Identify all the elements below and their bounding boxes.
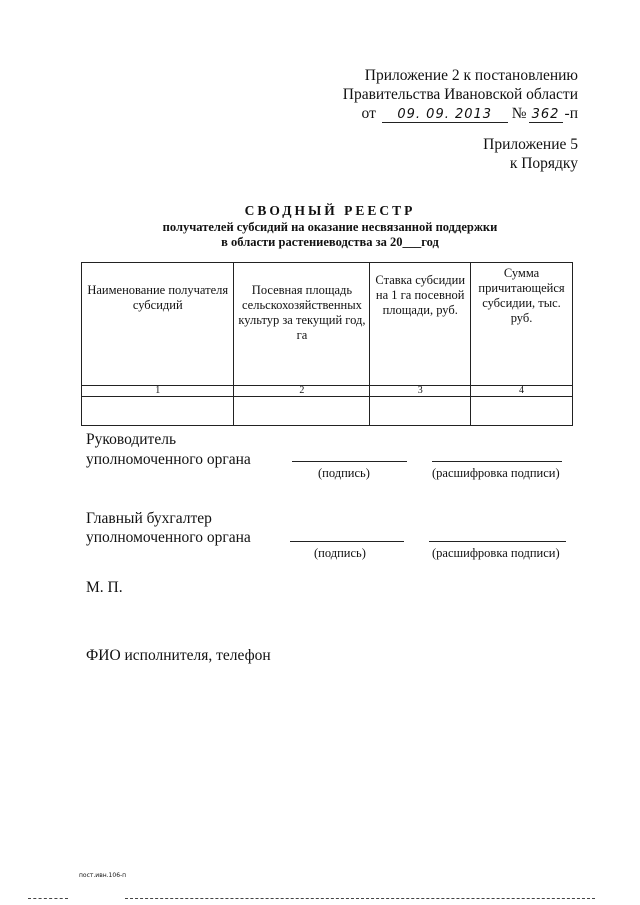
head-title-line2: уполномоченного органа: [86, 451, 251, 468]
appendix-5-reference: к Порядку: [509, 155, 578, 172]
accountant-signature-caption: (подпись): [314, 546, 366, 560]
table-cell[interactable]: [471, 397, 573, 426]
accountant-decoding-line[interactable]: [429, 541, 566, 542]
head-title-line1: Руководитель: [86, 431, 177, 448]
seal-label: М. П.: [86, 579, 123, 596]
document-title: СВОДНЫЙ РЕЕСТР: [244, 203, 416, 218]
column-number: 3: [370, 386, 471, 397]
from-label: от: [361, 105, 376, 122]
scan-edge-rule: [125, 898, 595, 899]
accountant-title-line2: уполномоченного органа: [86, 529, 251, 546]
resolution-date-number: [362, 104, 578, 123]
number-suffix: -п: [564, 105, 578, 122]
head-signature-line[interactable]: [292, 461, 407, 462]
table-cell[interactable]: [234, 397, 370, 426]
accountant-decoding-caption: (расшифровка подписи): [432, 546, 560, 560]
head-decoding-caption: (расшифровка подписи): [432, 466, 560, 480]
scan-edge-rule: [28, 898, 68, 899]
table-cell[interactable]: [370, 397, 471, 426]
document-subtitle-line2: в области растениеводства за 20___год: [221, 235, 439, 249]
appendix-5-label: Приложение 5: [483, 136, 578, 153]
head-decoding-line[interactable]: [432, 461, 562, 462]
accountant-signature-line[interactable]: [290, 541, 404, 542]
table-row: [82, 397, 573, 426]
column-header-rate: Ставка субсидии на 1 га посевной площади, руб.: [370, 263, 471, 386]
column-number: 2: [234, 386, 370, 397]
column-number-row: [82, 386, 573, 397]
head-signature-caption: (подпись): [318, 466, 370, 480]
accountant-title-line1: Главный бухгалтер: [86, 510, 212, 527]
column-number: 1: [82, 386, 234, 397]
table-header-row: [82, 263, 573, 386]
resolution-number: 362: [529, 108, 563, 123]
document-code: пост.ивн.106-п: [79, 872, 127, 879]
column-number: 4: [471, 386, 573, 397]
registry-table: [81, 262, 573, 426]
document-subtitle-line1: получателей субсидий на оказание несвязанной поддержки: [162, 220, 498, 234]
column-header-recipient: Наименование получателя субсидий: [82, 263, 234, 386]
number-label: №: [511, 105, 527, 122]
table-cell[interactable]: [82, 397, 234, 426]
appendix-header-line1: Приложение 2 к постановлению: [364, 67, 578, 84]
executor-label: ФИО исполнителя, телефон: [86, 647, 271, 664]
resolution-date: 09. 09. 2013: [382, 108, 508, 123]
appendix-header-line2: Правительства Ивановской области: [342, 86, 578, 103]
column-header-amount: Сумма причитающейся субсидии, тыс. руб.: [471, 263, 573, 386]
column-header-area: Посевная площадь сельскохозяйственных культур за текущий год, га: [234, 263, 370, 386]
